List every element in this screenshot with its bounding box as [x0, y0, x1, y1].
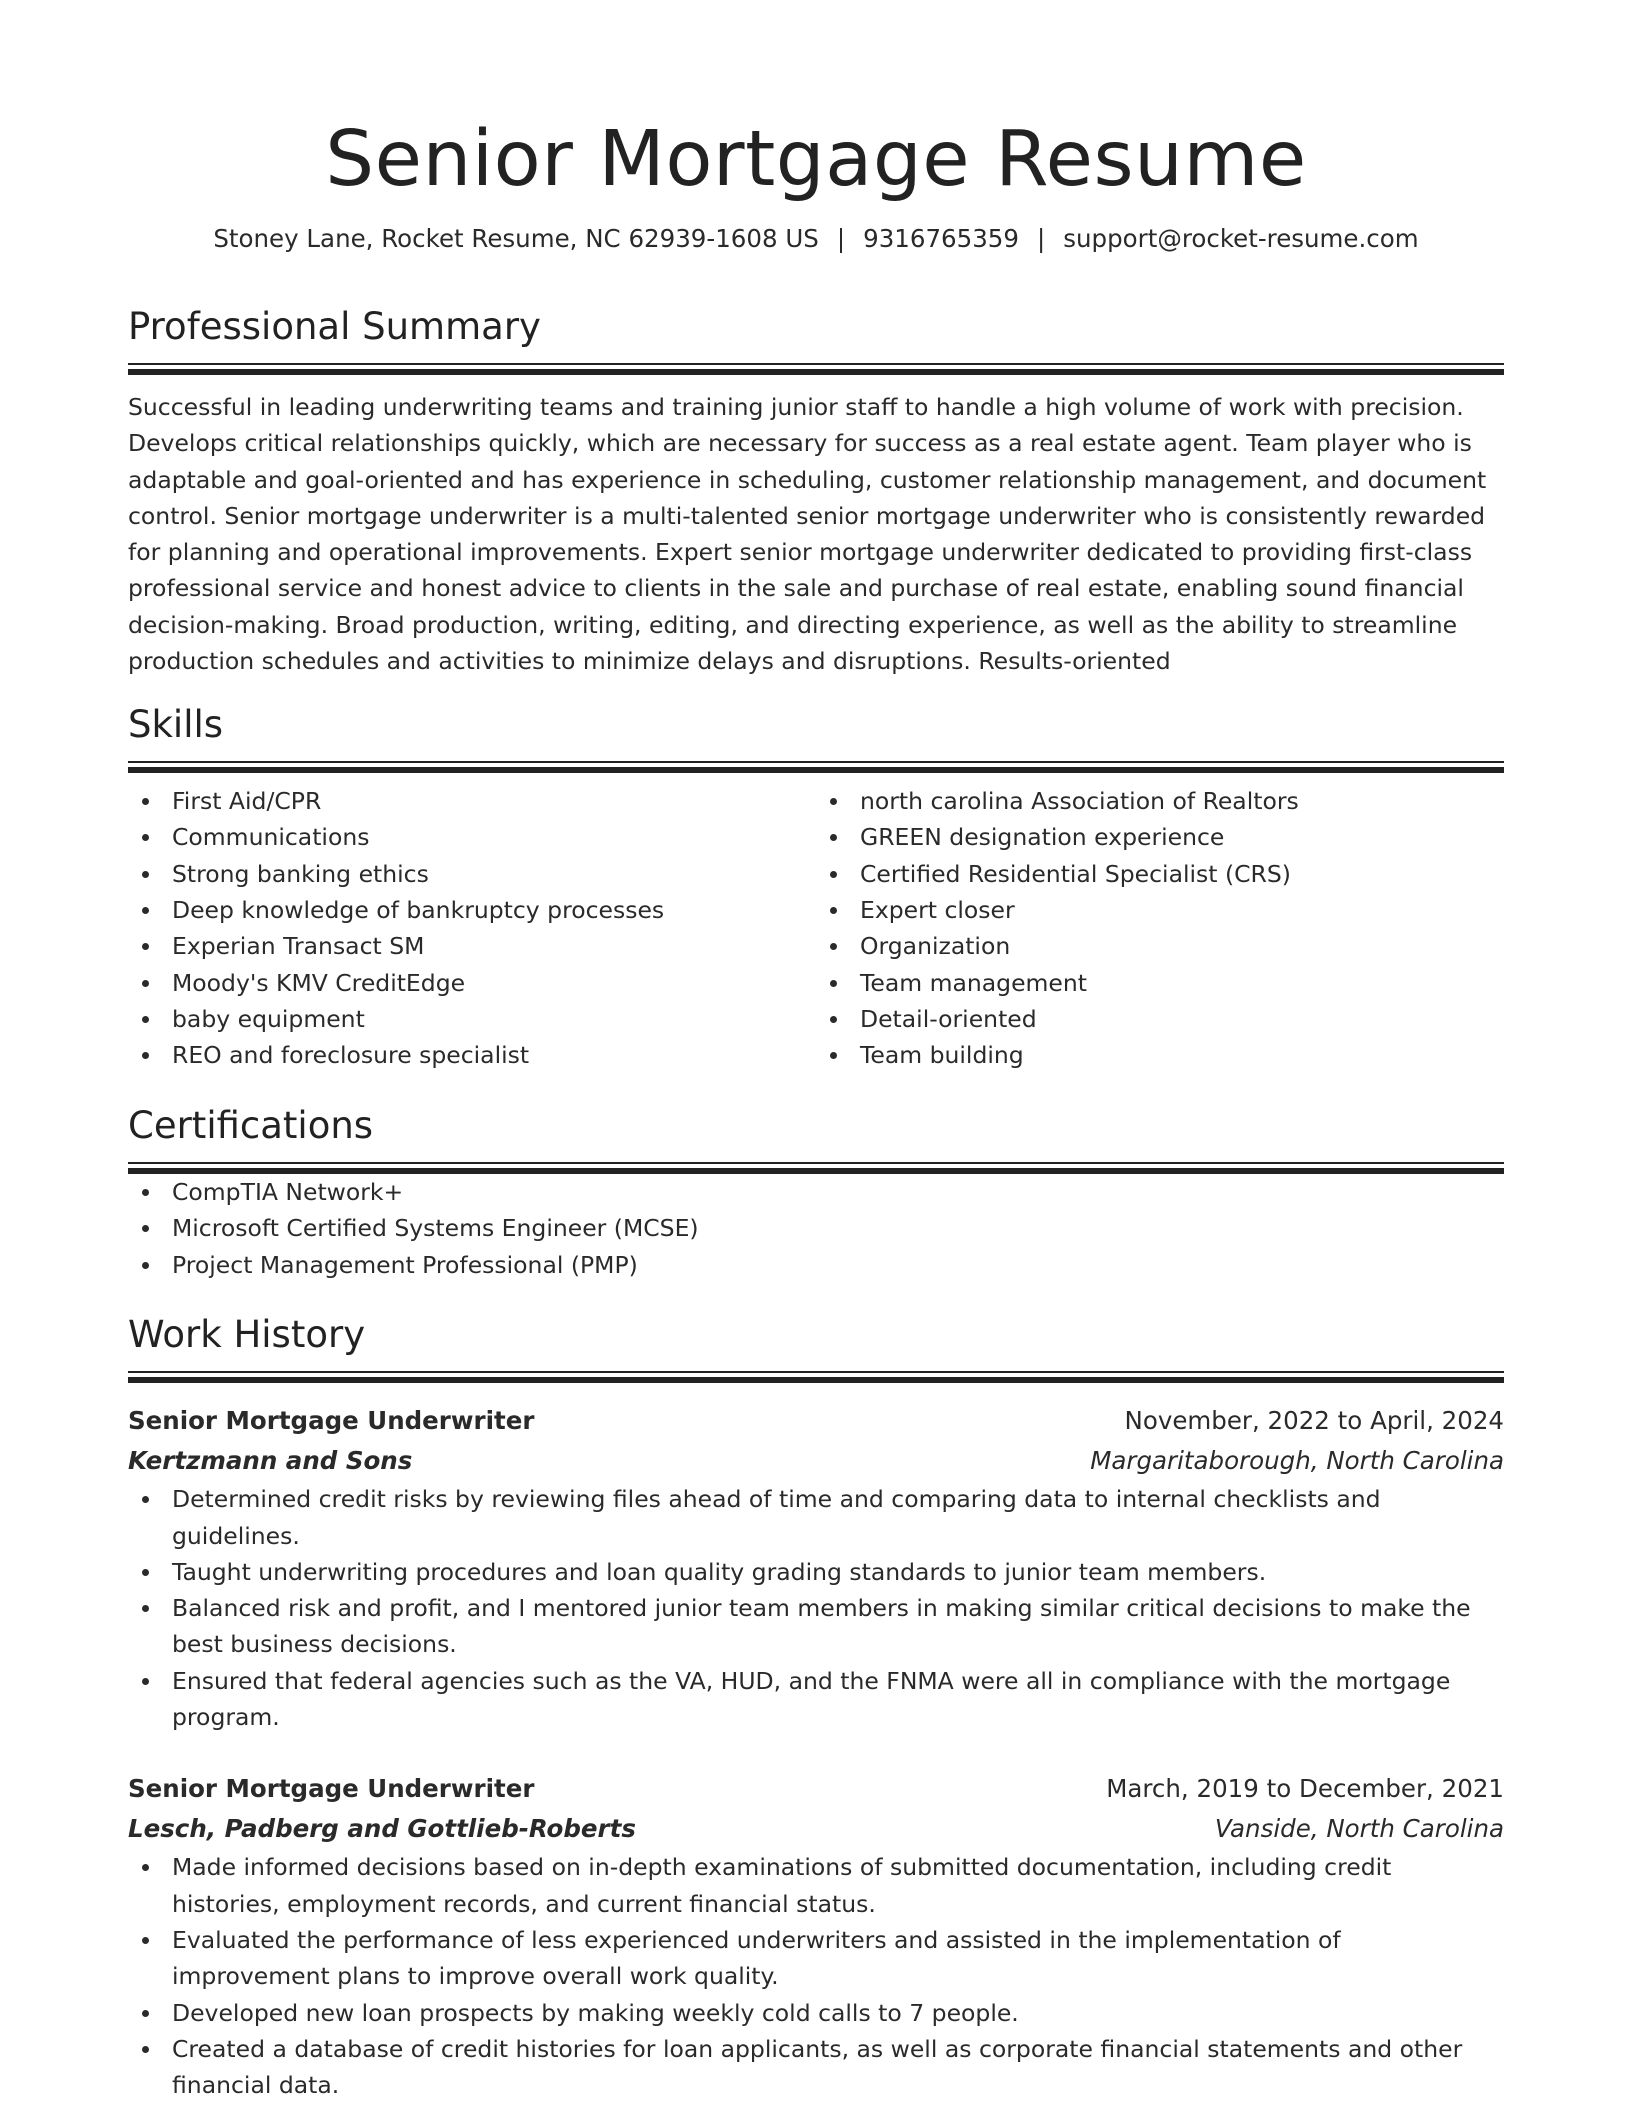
list-item: baby equipment	[128, 1001, 816, 1037]
summary-text: Successful in leading underwriting teams and training junior staff to handle a high volume of work with precision. Develops critical relationships quickly, which are necessary for success as a real estate agent. Team player who is adaptable and goal-oriented and has experience in scheduling, customer relationship management, and document control. Senior mortgage underwriter is a multi-talented senior mortgage underwriter who is consistently rewarded for planning and operational improvements. Expert senior mortgage underwriter dedicated to providing first-class professional service and honest advice to clients in the sale and purchase of real estate, enabling sound financial decision-making. Broad production, writing, editing, and directing experience, as well as the ability to streamline production schedules and activities to minimize delays and disruptions. Results-oriented	[128, 392, 1487, 675]
section-title-skills: Skills	[128, 702, 224, 746]
list-item: Certified Residential Specialist (CRS)	[816, 856, 1504, 892]
list-item: Organization	[816, 928, 1504, 964]
job-location: Vanside, North Carolina	[1214, 1814, 1504, 1844]
list-item: Strong banking ethics	[128, 856, 816, 892]
job-entry	[128, 1769, 1504, 2103]
job-location: Margaritaborough, North Carolina	[1090, 1446, 1504, 1476]
job-company: Kertzmann and Sons	[128, 1446, 413, 1476]
contact-separator: |	[836, 223, 846, 253]
summary-section	[128, 305, 1504, 680]
list-item: Balanced risk and profit, and I mentored junior team members in making similar critical decisions to make the best business decisions.	[128, 1590, 1504, 1663]
list-item: Microsoft Certified Systems Engineer (MCSE)	[128, 1210, 1504, 1246]
contact-address: Stoney Lane, Rocket Resume, NC 62939-1608 US	[213, 223, 819, 253]
certifications-list	[128, 1174, 1504, 1283]
list-item: CompTIA Network+	[128, 1174, 1504, 1210]
section-title-certifications: Certifications	[128, 1103, 374, 1147]
list-item: Deep knowledge of bankruptcy processes	[128, 892, 816, 928]
list-item: Taught underwriting procedures and loan quality grading standards to junior team members.	[128, 1554, 1504, 1590]
list-item: REO and foreclosure specialist	[128, 1037, 816, 1073]
section-title-summary: Professional Summary	[128, 304, 541, 348]
job-dates: November, 2022 to April, 2024	[1124, 1406, 1504, 1436]
list-item: Expert closer	[816, 892, 1504, 928]
list-item: GREEN designation experience	[816, 819, 1504, 855]
contact-phone: 9316765359	[863, 223, 1019, 253]
skills-section	[128, 703, 1504, 1074]
skills-columns	[128, 783, 1504, 1073]
list-item: Detail-oriented	[816, 1001, 1504, 1037]
resume-title: Senior Mortgage Resume	[325, 115, 1307, 204]
skills-list-right	[816, 783, 1504, 1073]
skills-list-left	[128, 783, 816, 1073]
job-duties-list	[128, 1481, 1504, 1735]
section-title-work-history: Work History	[128, 1312, 366, 1356]
list-item: north carolina Association of Realtors	[816, 783, 1504, 819]
list-item: Team building	[816, 1037, 1504, 1073]
list-item: Project Management Professional (PMP)	[128, 1247, 1504, 1283]
job-company-row	[128, 1809, 1504, 1849]
list-item: Evaluated the performance of less experienced underwriters and assisted in the implementation of improvement plans to improve overall work quality.	[128, 1922, 1504, 1995]
section-divider	[128, 1371, 1504, 1383]
contact-email: support@rocket-resume.com	[1063, 223, 1419, 253]
job-header-row	[128, 1401, 1504, 1441]
work-history-section	[128, 1313, 1504, 2104]
job-title: Senior Mortgage Underwriter	[128, 1406, 535, 1436]
job-dates: March, 2019 to December, 2021	[1106, 1774, 1504, 1804]
certifications-section	[128, 1104, 1504, 1283]
list-item: Created a database of credit histories for loan applicants, as well as corporate financial statements and other financial data.	[128, 2031, 1504, 2104]
list-item: Determined credit risks by reviewing files ahead of time and comparing data to internal checklists and guidelines.	[128, 1481, 1504, 1554]
list-item: Team management	[816, 965, 1504, 1001]
list-item: Made informed decisions based on in-depth examinations of submitted documentation, including credit histories, employment records, and current financial status.	[128, 1849, 1504, 1922]
job-entry	[128, 1401, 1504, 1735]
section-divider	[128, 1162, 1504, 1174]
job-header-row	[128, 1769, 1504, 1809]
job-company: Lesch, Padberg and Gottlieb-Roberts	[128, 1814, 636, 1844]
list-item: Communications	[128, 819, 816, 855]
job-company-row	[128, 1441, 1504, 1481]
job-duties-list	[128, 1849, 1504, 2103]
list-item: Moody's KMV CreditEdge	[128, 965, 816, 1001]
resume-page	[128, 0, 1504, 2103]
job-title: Senior Mortgage Underwriter	[128, 1774, 535, 1804]
contact-line	[128, 223, 1504, 255]
list-item: First Aid/CPR	[128, 783, 816, 819]
list-item: Experian Transact SM	[128, 928, 816, 964]
contact-separator: |	[1037, 223, 1046, 253]
section-divider	[128, 761, 1504, 773]
list-item: Ensured that federal agencies such as the VA, HUD, and the FNMA were all in compliance with the mortgage program.	[128, 1663, 1504, 1736]
jobs-list	[128, 1401, 1504, 2103]
section-divider	[128, 363, 1504, 375]
list-item: Developed new loan prospects by making weekly cold calls to 7 people.	[128, 1995, 1504, 2031]
